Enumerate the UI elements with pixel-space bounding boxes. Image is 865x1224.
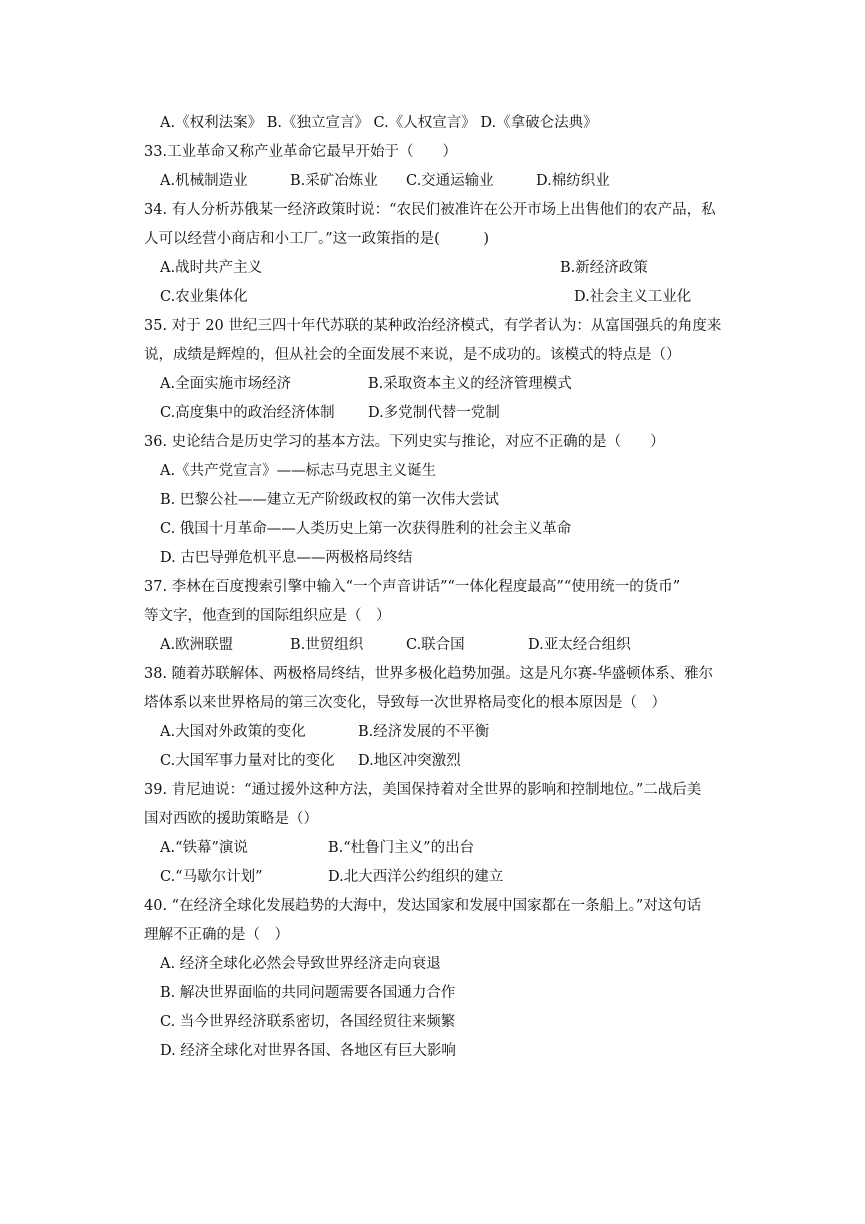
q37-option-b: B.世贸组织 (290, 637, 364, 653)
q35-option-a: A.全面实施市场经济 (160, 376, 292, 392)
q34-option-d: D.社会主义工业化 (574, 289, 692, 305)
q35-option-d: D.多党制代替一党制 (368, 405, 500, 421)
q40-option-c: C. 当今世界经济联系密切，各国经贸往来频繁 (160, 1014, 456, 1030)
q40-stem-line-1: 40. “在经济全球化发展趋势的大海中，发达国家和发展中国家都在一条船上。”对这句话 (144, 898, 702, 914)
q33-option-a: A.机械制造业 (160, 173, 248, 189)
q40-option-b: B. 解决世界面临的共同问题需要各国通力合作 (160, 985, 456, 1001)
q34-option-c: C.农业集体化 (160, 289, 248, 305)
q34-option-b: B.新经济政策 (560, 260, 648, 276)
q40-stem-line-2: 理解不正确的是（ ） (144, 927, 289, 943)
q36-stem: 36. 史论结合是历史学习的基本方法。下列史实与推论，对应不正确的是（ ） (144, 434, 665, 450)
q35-option-b: B.采取资本主义的经济管理模式 (368, 376, 572, 392)
q39-option-d: D.北大西洋公约组织的建立 (328, 869, 504, 885)
q33-option-d: D.棉纺织业 (536, 173, 610, 189)
q37-stem-line-2: 等文字，他查到的国际组织应是（ ） (144, 608, 391, 624)
q33-stem: 33.工业革命又称产业革命它最早开始于（ ） (144, 144, 458, 160)
q38-option-c: C.大国军事力量对比的变化 (160, 753, 335, 769)
q38-option-a: A.大国对外政策的变化 (160, 724, 306, 740)
q40-option-a: A. 经济全球化必然会导致世界经济走向衰退 (160, 956, 441, 972)
q38-stem-line-1: 38. 随着苏联解体、两极格局终结，世界多极化趋势加强。这是凡尔赛-华盛顿体系、雅尔 (144, 666, 714, 682)
q40-option-d: D. 经济全球化对世界各国、各地区有巨大影响 (160, 1043, 456, 1059)
q36-option-d: D. 古巴导弹危机平息——两极格局终结 (160, 550, 413, 566)
q35-stem-line-2: 说，成绩是辉煌的，但从社会的全面发展不来说，是不成功的。该模式的特点是（） (144, 347, 681, 363)
q32-options: A.《权利法案》 B.《独立宣言》 C.《人权宣言》 D.《拿破仑法典》 (160, 115, 598, 131)
q37-option-a: A.欧洲联盟 (160, 637, 234, 653)
q38-option-d: D.地区冲突激烈 (358, 753, 461, 769)
q39-stem-line-1: 39. 肯尼迪说：“通过援外这种方法，美国保持着对全世界的影响和控制地位。”二战后美 (144, 782, 702, 798)
q39-stem-line-2: 国对西欧的援助策略是（） (144, 811, 318, 827)
q37-stem-line-1: 37. 李林在百度搜索引擎中输入“一个声音讲话”“一体化程度最高”“使用统一的货币” (144, 579, 681, 595)
q37-option-d: D.亚太经合组织 (528, 637, 631, 653)
q38-stem-line-2: 塔体系以来世界格局的第三次变化，导致每一次世界格局变化的根本原因是（ ） (144, 695, 666, 711)
q36-option-b: B. 巴黎公社——建立无产阶级政权的第一次伟大尝试 (160, 492, 499, 508)
q38-option-b: B.经济发展的不平衡 (358, 724, 490, 740)
q34-option-a: A.战时共产主义 (160, 260, 263, 276)
q39-option-b: B.“杜鲁门主义”的出台 (328, 840, 475, 856)
q39-option-c: C.“马歇尔计划” (160, 869, 263, 885)
q37-option-c: C.联合国 (406, 637, 465, 653)
q34-stem-line-2: 人可以经营小商店和小工厂。”这一政策指的是( ) (144, 231, 489, 247)
q36-option-c: C. 俄国十月革命——人类历史上第一次获得胜利的社会主义革命 (160, 521, 572, 537)
q34-stem-line-1: 34. 有人分析苏俄某一经济政策时说：“农民们被准许在公开市场上出售他们的农产品，私 (144, 202, 716, 218)
q35-option-c: C.高度集中的政治经济体制 (160, 405, 335, 421)
q36-option-a: A.《共产党宣言》——标志马克思主义诞生 (160, 463, 437, 479)
q33-option-c: C.交通运输业 (406, 173, 494, 189)
q35-stem-line-1: 35. 对于 20 世纪三四十年代苏联的某种政治经济模式，有学者认为：从富国强兵的角度来 (144, 318, 722, 334)
q33-option-b: B.采矿冶炼业 (290, 173, 378, 189)
q39-option-a: A.“铁幕”演说 (160, 840, 248, 856)
